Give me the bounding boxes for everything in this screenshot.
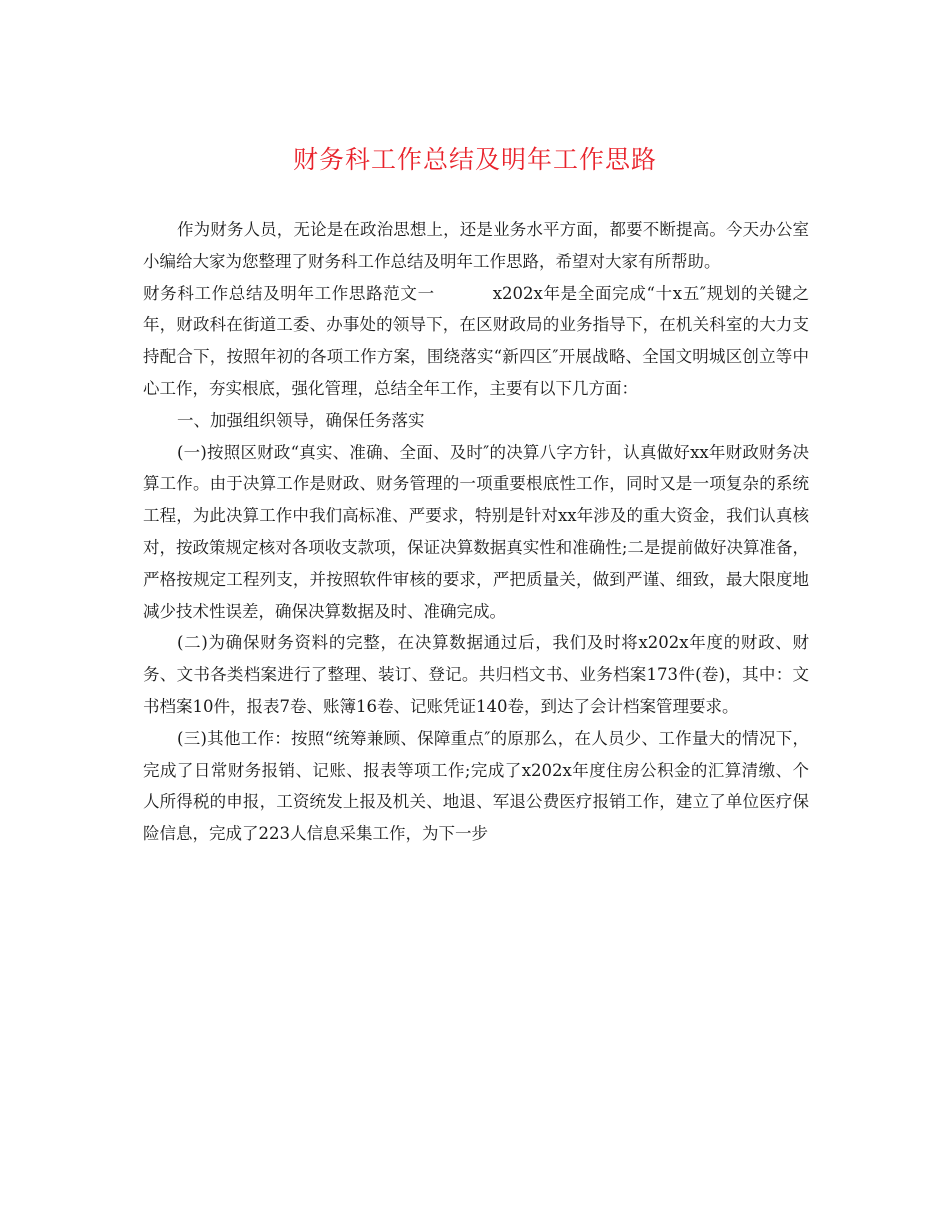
item-paragraph-2: (二)为确保财务资料的完整，在决算数据通过后，我们及时将x202x年度的财政、财务、文书各类档案进行了整理、装订、登记。共归档文书、业务档案173件(卷)，其中：文书档案10件，报表7卷、账簿16卷、记账凭证140卷，到达了会计档案管理要求。 [143,633,809,716]
sample-opening-text: x202x年是全面完成“十x五″规划的关键之年，财政科在街道工委、办事处的领导下，在区财政局的业务指导下，在机关科室的大力支持配合下，按照年初的各项工作方案，围绕落实“新四区″开展战略、全国文明城区创立等中心工作，夯实根底，强化管理，总结全年工作，主要有以下几方面： [143,283,810,398]
section-heading: 一、加强组织领导，确保任务落实 [177,410,425,430]
item-paragraph-3: (三)其他工作：按照“统筹兼顾、保障重点″的原那么，在人员少、工作量大的情况下，完成了日常财务报销、记账、报表等项工作;完成了x202x年度住房公积金的汇算清缴、个人所得税的申报，工资统发上报及机关、地退、军退公费医疗报销工作，建立了单位医疗保险信息，完成了223人信息采集工作，为下一步 [143,728,809,844]
intro-paragraph: 作为财务人员，无论是在政治思想上，还是业务水平方面，都要不断提高。今天办公室小编给大家为您整理了财务科工作总结及明年工作思路，希望对大家有所帮助。 [143,220,809,271]
sample-label: 财务科工作总结及明年工作思路范文一 [143,283,435,303]
document-title: 财务科工作总结及明年工作思路 [292,145,657,174]
item-paragraph-1: (一)按照区财政“真实、准确、全面、及时″的决算八字方针，认真做好xx年财政财务决算工作。由于决算工作是财政、财务管理的一项重要根底性工作，同时又是一项复杂的系统工程，为此决算工作中我们高标准、严要求，特别是针对xx年涉及的重大资金，我们认真核对，按政策规定核对各项收支款项，保证决算数据真实性和准确性;二是提前做好决算准备，严格按规定工程列支，并按照软件审核的要求，严把质量关，做到严谨、细致，最大限度地减少技术性误差，确保决算数据及时、准确完成。 [143,442,809,621]
document-body [143,214,809,850]
sample-paragraph [143,278,809,405]
